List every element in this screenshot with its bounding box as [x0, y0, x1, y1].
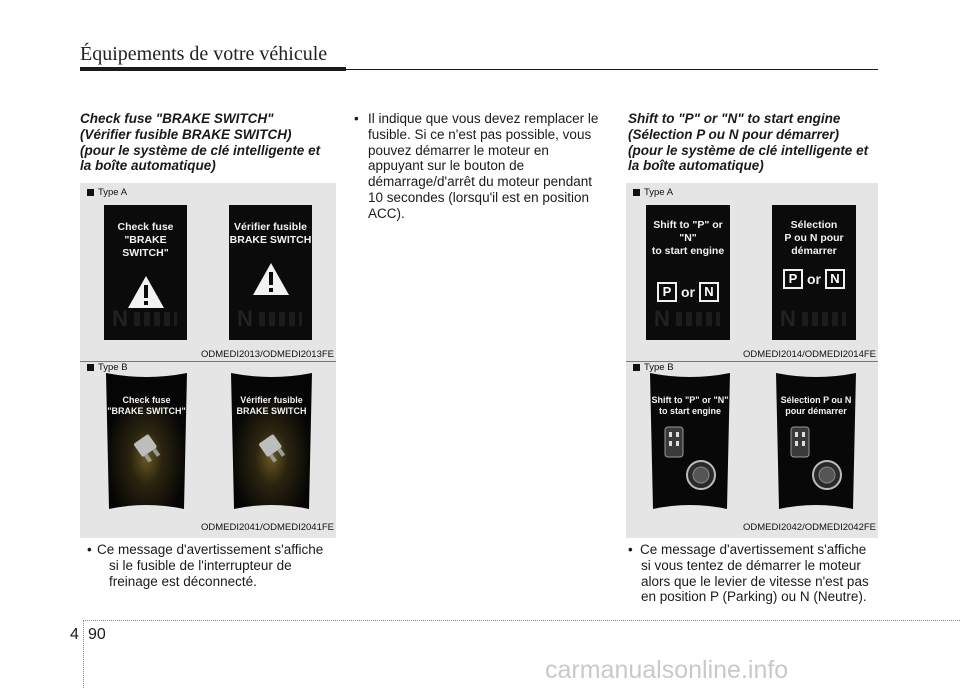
right-typeB-screen-fr: Sélection P ou N pour démarrer — [772, 371, 860, 511]
ghost-cluster-display: N — [772, 308, 856, 330]
warning-triangle-icon — [251, 261, 291, 297]
right-heading-line: (pour le système de clé intelligente et — [628, 142, 869, 158]
fuse-icon — [130, 431, 164, 465]
left-typeB-label: Type B — [87, 362, 128, 373]
footer-vertical-rule — [83, 620, 85, 688]
right-typeA-screen-en: Shift to "P" or "N" to start engine P or N N — [646, 205, 730, 340]
right-heading-line: (Sélection P ou N pour démarrer) — [628, 126, 840, 142]
left-typeA-screen-fr: Vérifier fusible BRAKE SWITCH N — [229, 205, 312, 340]
warning-triangle-icon — [126, 274, 166, 310]
right-heading-line: la boîte automatique) — [628, 158, 764, 174]
header-rule-thick — [80, 67, 346, 71]
left-typeB-screen-fr: Vérifier fusible BRAKE SWITCH — [227, 371, 316, 511]
square-bullet-icon — [633, 189, 640, 196]
square-bullet-icon — [87, 364, 94, 371]
p-or-n-indicator: P or N — [783, 269, 845, 289]
middle-bullet: • Il indique que vous devez remplacer le fusible. Si ce n'est pas possible, vous pouvez démarrer le moteur en appuyant sur le bouton de démarrage/d'arrêt du moteur pendant 10 secondes (lorsqu'il est en position ACC). — [354, 111, 599, 221]
section-number: 4 — [70, 626, 79, 643]
left-heading-line: la boîte automatique) — [80, 158, 216, 174]
left-typeB-screen-en: Check fuse "BRAKE SWITCH" — [102, 371, 191, 511]
footer-rule — [83, 620, 960, 622]
right-typeB-label: Type B — [633, 362, 674, 373]
left-bullet: • Ce message d'avertissement s'affiche si le fusible de l'interrupteur de freinage est déconnecté. — [87, 542, 324, 589]
left-typeB-code: ODMEDI2041/ODMEDI2041FE — [200, 522, 334, 533]
right-heading — [628, 111, 868, 174]
left-typeA-code: ODMEDI2013/ODMEDI2013FE — [200, 349, 334, 360]
right-bullet: • Ce message d'avertissement s'affiche si vous tentez de démarrer le moteur alors que le levier de vitesse n'est pas en position P (Parking) ou N (Neutre). — [628, 542, 869, 605]
shifter-and-start-button-icon — [781, 423, 851, 493]
left-heading-line: (pour le système de clé intelligente et — [80, 142, 321, 158]
square-bullet-icon — [87, 189, 94, 196]
page-number: 90 — [88, 626, 106, 643]
left-heading-line: (Vérifier fusible BRAKE SWITCH) — [80, 126, 292, 142]
left-typeA-label: Type A — [87, 187, 127, 198]
p-or-n-indicator: P or N — [657, 282, 719, 302]
n-box-icon: N — [699, 282, 719, 302]
bullet-dot: • — [87, 542, 92, 557]
right-heading-line: Shift to "P" or "N" to start engine — [628, 111, 841, 126]
bullet-dot: • — [628, 542, 633, 557]
left-typeA-screen-en: Check fuse "BRAKE SWITCH" N — [104, 205, 187, 340]
watermark: carmanualsonline.info — [545, 656, 789, 684]
right-figure-panel — [626, 183, 878, 538]
right-typeA-code: ODMEDI2014/ODMEDI2014FE — [742, 349, 876, 360]
shifter-and-start-button-icon — [655, 423, 725, 493]
right-typeB-code: ODMEDI2042/ODMEDI2042FE — [742, 522, 876, 533]
bullet-dot: • — [354, 111, 359, 126]
p-box-icon: P — [657, 282, 677, 302]
ghost-cluster-display: N — [104, 308, 187, 330]
right-typeB-screen-en: Shift to "P" or "N" to start engine — [646, 371, 734, 511]
right-typeA-label: Type A — [633, 187, 673, 198]
left-heading-line: Check fuse "BRAKE SWITCH" — [80, 111, 274, 126]
square-bullet-icon — [633, 364, 640, 371]
p-box-icon: P — [783, 269, 803, 289]
fuse-icon — [255, 431, 289, 465]
right-typeA-screen-fr: Sélection P ou N pour démarrer P or N N — [772, 205, 856, 340]
left-figure-panel — [80, 183, 336, 538]
ghost-cluster-display: N — [646, 308, 730, 330]
left-heading — [80, 111, 320, 174]
ghost-cluster-display: N — [229, 308, 312, 330]
header-rule-thin — [346, 69, 878, 70]
n-box-icon: N — [825, 269, 845, 289]
header-title: Équipements de votre véhicule — [80, 43, 328, 65]
